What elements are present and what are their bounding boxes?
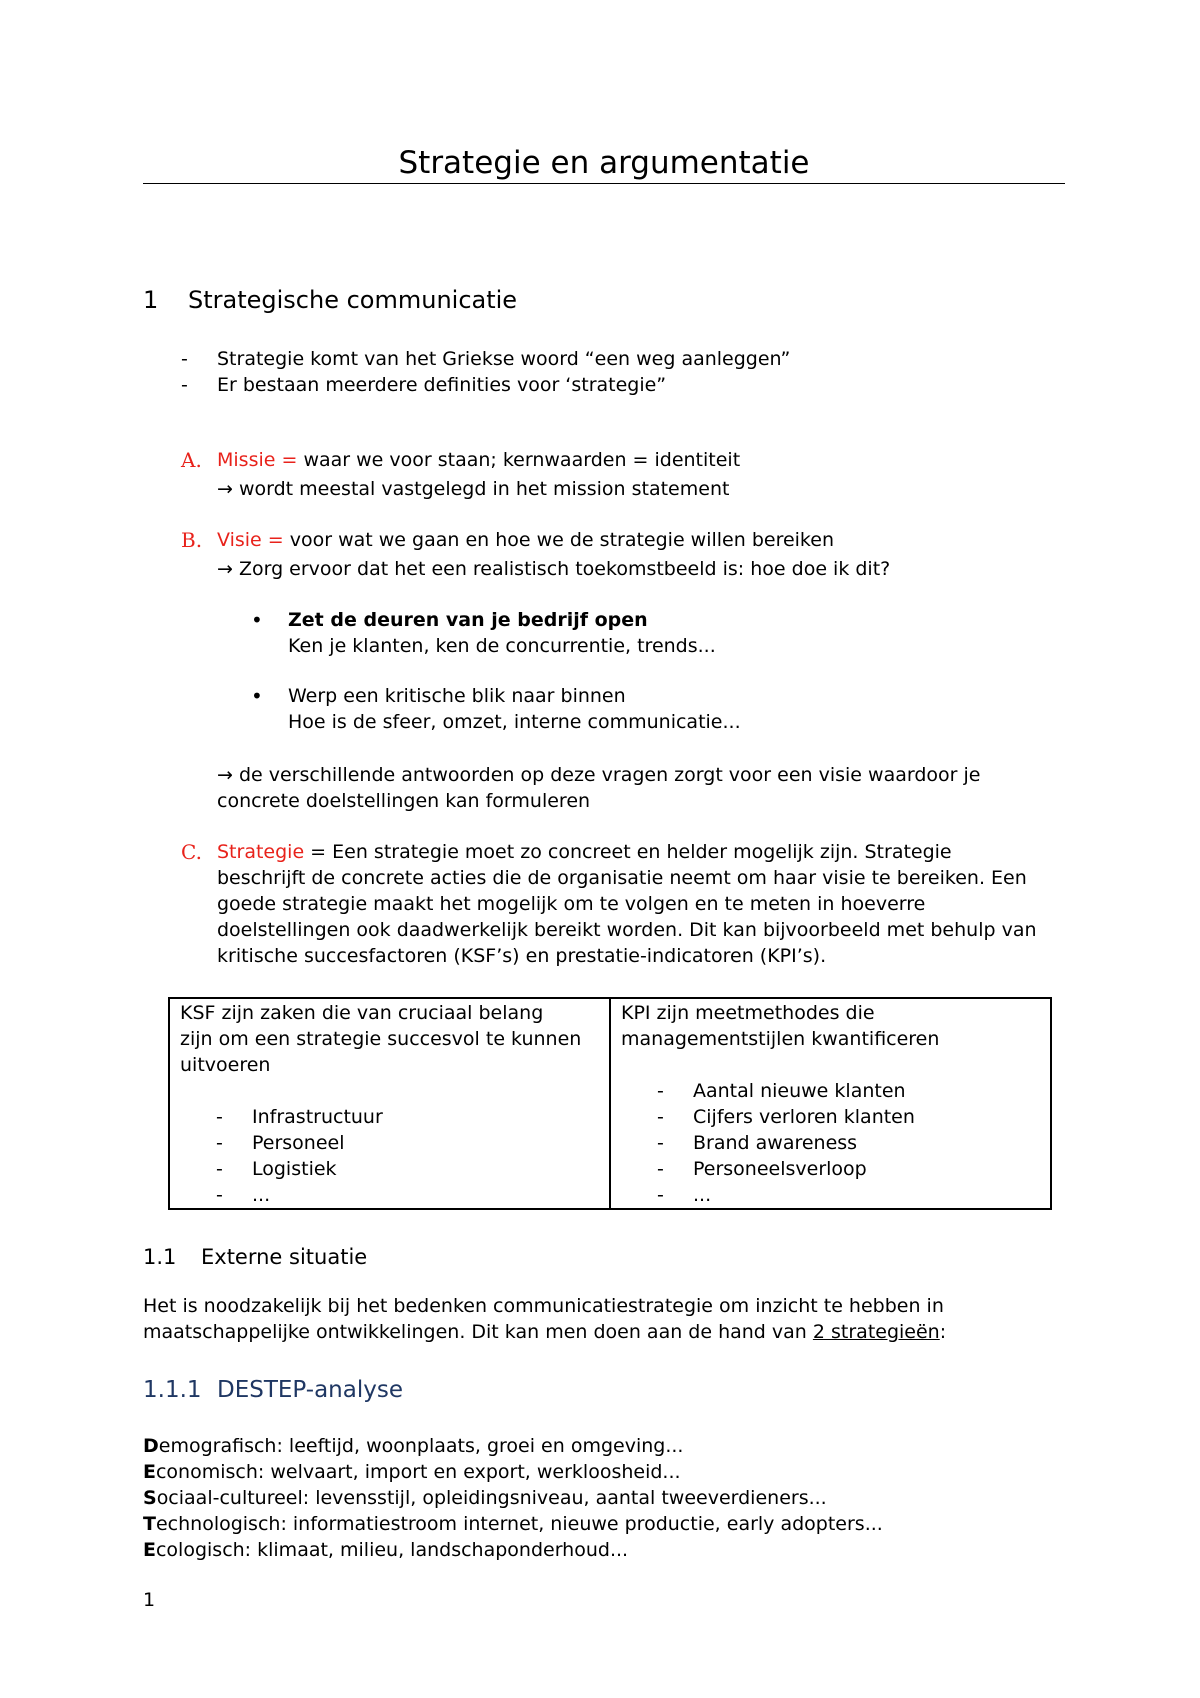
kpi-intro: KPI zijn meetmethodes die managementstijlen kwantificeren xyxy=(621,1002,940,1050)
list-item: - Personeelsverloop xyxy=(657,1158,867,1180)
visie-definition: Visie = voor wat we gaan en hoe we de strategie willen bereiken xyxy=(217,529,834,551)
item-letter-a: A. xyxy=(181,448,202,472)
section-number: 1.1 xyxy=(143,1245,177,1269)
section-heading-1 xyxy=(143,285,517,315)
section-heading-1-1-1 xyxy=(143,1375,403,1405)
list-item: - Infrastructuur xyxy=(216,1106,383,1128)
section-title: DESTEP-analyse xyxy=(217,1377,403,1403)
destep-item: Sociaal-cultureel: levensstijl, opleidingsniveau, aantal tweeverdieners... xyxy=(143,1487,827,1509)
list-item: - ... xyxy=(657,1184,712,1206)
externe-paragraph: Het is noodzakelijk bij het bedenken communicatiestrategie om inzicht te hebben in maatschappelijke ontwikkelingen. Dit kan men doen aan de hand van 2 strategieën: xyxy=(143,1295,947,1343)
destep-item: Economisch: welvaart, import en export, werkloosheid... xyxy=(143,1461,681,1483)
page-number: 1 xyxy=(143,1589,156,1611)
arrow-icon: → xyxy=(217,764,233,786)
strategie-paragraph: Strategie = Een strategie moet zo concreet en helder mogelijk zijn. Strategie beschrijft de concrete acties die de organisatie neemt om haar visie te bereiken. Een goede strategie maakt het mogelijk om te volgen en te meten in hoeverre doelstellingen ook daadwerkelijk bereikt worden. Dit kan bijvoorbeeld met behulp van kritische succesfactoren (KSF’s) en prestatie-indicatoren (KPI’s). xyxy=(217,841,1037,967)
list-item: - Personeel xyxy=(216,1132,345,1154)
bullet-text: Hoe is de sfeer, omzet, interne communicatie... xyxy=(288,711,741,733)
ksf-list xyxy=(180,1104,599,1208)
item-letter-c: C. xyxy=(181,840,202,864)
section-heading-1-1 xyxy=(143,1243,367,1271)
arrow-icon: → xyxy=(217,478,233,500)
bullet-icon: • xyxy=(251,684,263,708)
list-item: - Logistiek xyxy=(216,1158,337,1180)
section-number: 1.1.1 xyxy=(143,1377,202,1403)
bullet-title: Zet de deuren van je bedrijf open xyxy=(288,609,648,631)
strategie-term: Strategie xyxy=(217,841,305,863)
section-title: Externe situatie xyxy=(201,1245,368,1269)
missie-arrow-note: → wordt meestal vastgelegd in het mission statement xyxy=(217,478,730,500)
visie-term: Visie = xyxy=(217,529,284,551)
bullet-text: Ken je klanten, ken de concurrentie, trends... xyxy=(288,635,716,657)
document-title: Strategie en argumentatie xyxy=(143,143,1065,184)
list-item: - Cijfers verloren klanten xyxy=(657,1106,915,1128)
list-item: - Brand awareness xyxy=(657,1132,858,1154)
item-letter-b: B. xyxy=(181,528,203,552)
bullet-title: Werp een kritische blik naar binnen xyxy=(288,685,626,707)
visie-conclusion: → de verschillende antwoorden op deze vragen zorgt voor een visie waardoor je xyxy=(217,764,981,786)
destep-item: Ecologisch: klimaat, milieu, landschaponderhoud... xyxy=(143,1539,629,1561)
ksf-intro: KSF zijn zaken die van cruciaal belang zijn om een strategie succesvol te kunnen uitvoeren xyxy=(180,1002,582,1076)
section-number: 1 xyxy=(143,286,159,314)
destep-item: Technologisch: informatiestroom internet, nieuwe productie, early adopters... xyxy=(143,1513,883,1535)
arrow-icon: → xyxy=(217,558,233,580)
ksf-cell xyxy=(169,998,610,1209)
section-title: Strategische communicatie xyxy=(188,286,518,314)
kpi-list xyxy=(621,1078,1040,1208)
strategieen-link: 2 strategieën xyxy=(812,1321,940,1343)
list-item: - ... xyxy=(216,1184,271,1206)
visie-conclusion-line2: concrete doelstellingen kan formuleren xyxy=(217,790,591,812)
document-page: Strategie en argumentatie 1 Strategische communicatie - Strategie komt van het Griekse woord “een weg aanleggen” - Er bestaan meerdere definities voor ‘strategie” A. Missie = waar we voor staan; kernwaarden = identiteit → wordt meestal vastgelegd in het mission statement B. Visie = voor wat we gaan en hoe we de strategie willen bereiken → Zorg ervoor dat het een realistisch toekomstbeeld is: hoe doe ik dit? • Zet de deuren van je bedrijf open Ken je klanten, ken de concurrentie, trends... • Werp een kritische blik naar binnen Hoe is de sfeer, omzet, interne communicatie... → de verschillende antwoorden op deze vragen zorgt voor een visie waardoor je concrete doelstellingen kan formuleren C. Strategie = Een strategie moet zo concreet en helder mogelijk zijn. Strategie beschrijft de concrete acties die de organisatie neemt om haar visie te bereiken. Een goede strategie maakt het mogelijk om te volgen en te meten in hoeverre doelstellingen ook daadwerkelijk bereikt worden. Dit kan bijvoorbeeld met behulp van kritische succesfactoren (KSF’s) en prestatie-indicatoren (KPI’s). KSF zijn zaken die van cruciaal belang zijn om een strategie succesvol te kunnen uitvoeren - Infrastructuur - Personeel - Logistiek - ... KPI zijn meetmethodes die managementstijlen kwantificeren - Aantal nieuwe klanten - Cijfers verloren klanten - Brand awareness - Personeelsverloop - ... 1.1 Externe situatie Het is noodzakelijk bij het bedenken communicatiestrategie om inzicht te hebben in maatschappelijke ontwikkelingen. Dit kan men doen aan de hand van 2 strategieën: 1.1.1 DESTEP-analyse Demografisch: leeftijd, woonplaats, groei en omgeving... Economisch: welvaart, import en export, werkloosheid... Sociaal-cultureel: levensstijl, opleidingsniveau, aantal tweeverdieners... Technologisch: informatiestroom internet, nieuwe productie, early adopters... Ecologisch: klimaat, milieu, landschaponderhoud... 1 xyxy=(0,0,1200,1698)
missie-term: Missie = xyxy=(217,449,298,471)
missie-definition: Missie = waar we voor staan; kernwaarden = identiteit xyxy=(217,449,741,471)
visie-arrow-note: → Zorg ervoor dat het een realistisch toekomstbeeld is: hoe doe ik dit? xyxy=(217,558,891,580)
bullet-icon: • xyxy=(251,608,263,632)
ksf-kpi-table xyxy=(168,997,1052,1210)
list-item: - Aantal nieuwe klanten xyxy=(657,1080,906,1102)
kpi-cell xyxy=(610,998,1051,1209)
destep-item: Demografisch: leeftijd, woonplaats, groei en omgeving... xyxy=(143,1435,684,1457)
